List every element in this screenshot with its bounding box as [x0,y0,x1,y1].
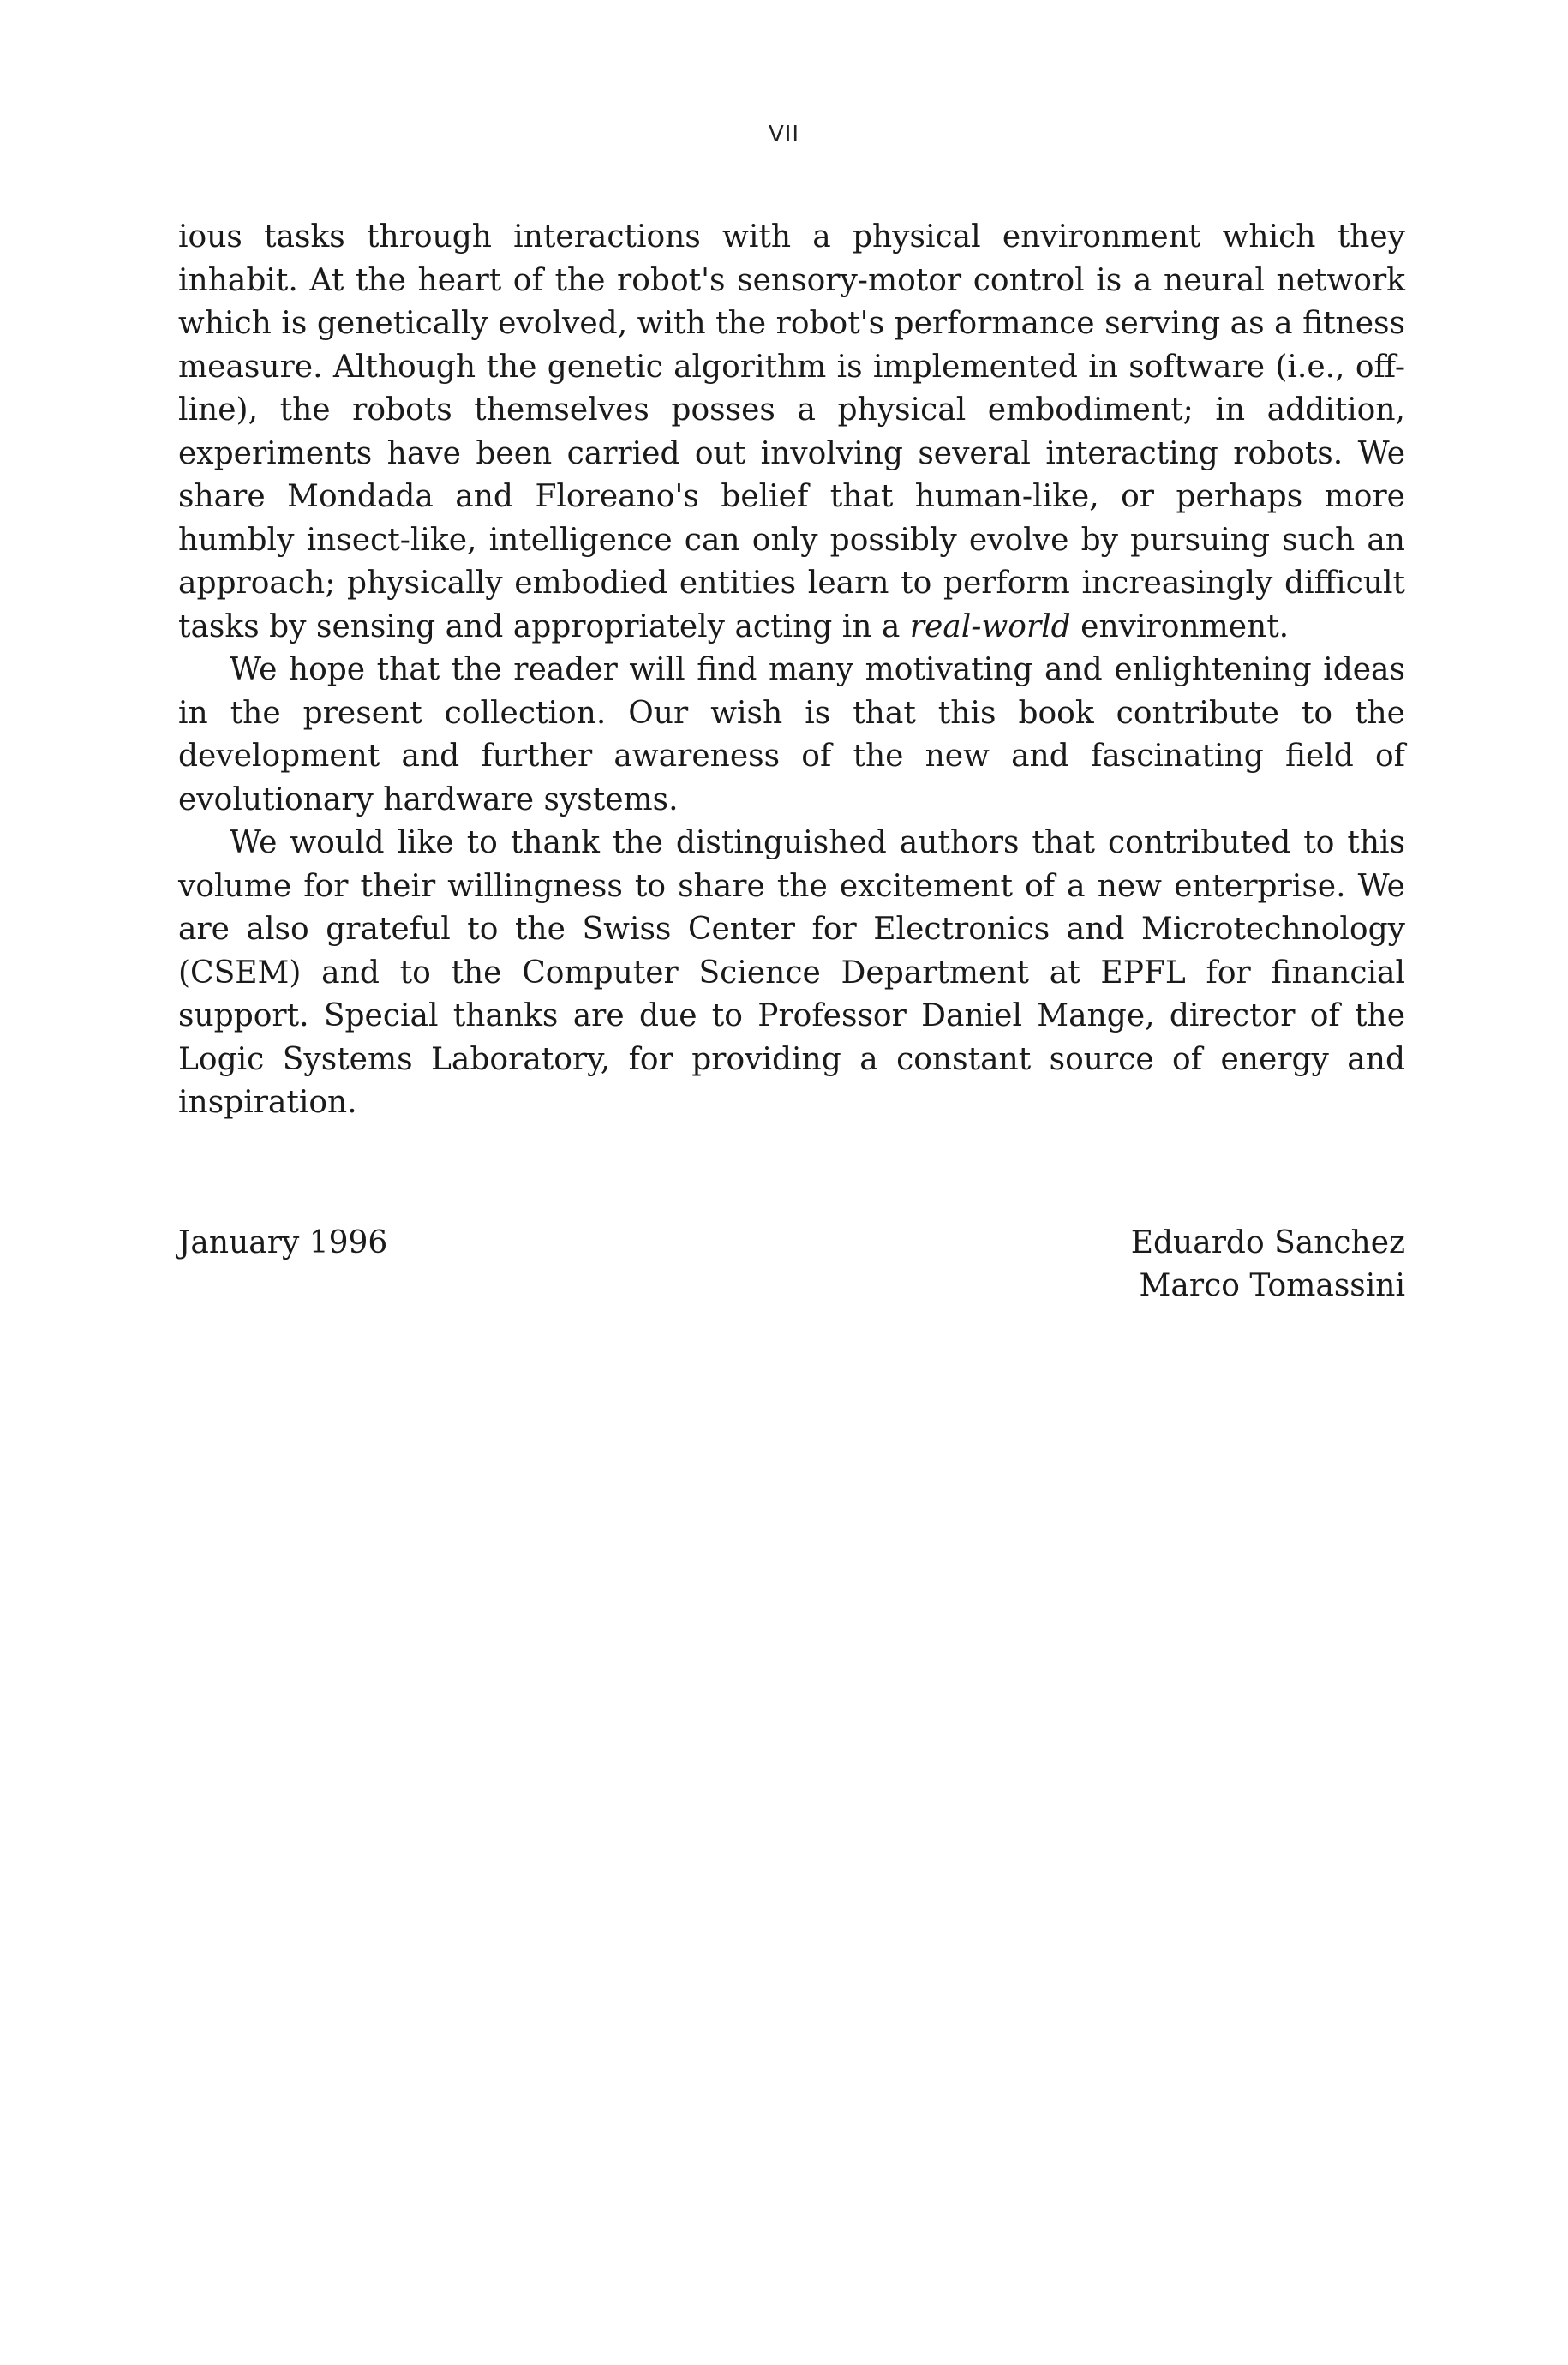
paragraph-thanks: We would like to thank the distinguished authors that contributed to this volume for their willingness to share the excitement of a new enterprise. We are also grateful to the Swiss Center for Electronics and Microtechnology (CSEM) and to the Computer Science Department at EPFL for financial support. Special thanks are due to Professor Daniel Mange, director of the Logic Systems Laboratory, for providing a constant source of energy and inspiration. [178,825,1405,1120]
preface-body [178,216,1405,1125]
author-name: Eduardo Sanchez [1130,1225,1405,1260]
page-number: VII [768,122,800,147]
paragraph-robots [178,216,1405,649]
author-name: Marco Tomassini [1139,1268,1405,1303]
paragraph-hope: We hope that the reader will find many motivating and enlightening ideas in the present collection. Our wish is that this book contribute to the development and further awareness of the new and fascinating field of evolutionary hardware systems. [178,652,1405,817]
signature-authors [1131,1222,1405,1308]
signature-date: January 1996 [178,1225,388,1260]
paragraph-robots-end: environment. [1070,608,1290,644]
paragraph-robots-text: ious tasks through interactions with a physical environment which they inhabit. At the heart of the robot's sensory-motor control is a neural network which is genetically evolved, with the robot's performance serving as a fitness measure. Although the genetic algorithm is implemented in software (i.e., off-line), the robots themselves posses a physical embodiment; in addition, experiments have been carried out involving several interacting robots. We share Mondada and Floreano's belief that human-like, or perhaps more humbly insect-like, intelligence can only possibly evolve by pursuing such an approach; physically embodied entities learn to perform increasingly difficult tasks by sensing and appropriately acting in a [178,219,1405,644]
emphasis-real-world: real-world [909,608,1071,644]
